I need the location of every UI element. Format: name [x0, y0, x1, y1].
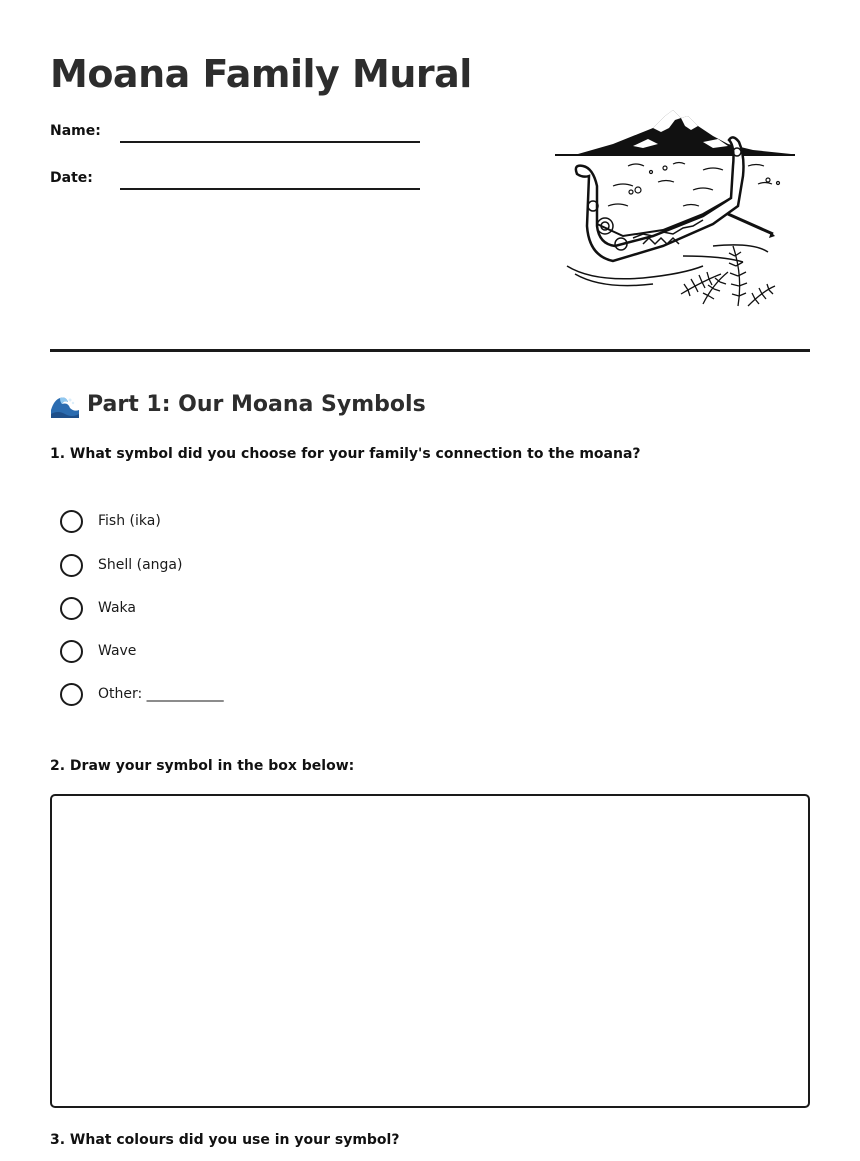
option-waka[interactable] — [60, 595, 360, 621]
name-label: Name: — [50, 123, 101, 139]
wave-icon — [50, 390, 80, 418]
question-3: 3. What colours did you use in your symbol? — [50, 1132, 400, 1148]
option-label: Waka — [98, 600, 136, 616]
radio-circle[interactable] — [60, 597, 83, 620]
option-other[interactable] — [60, 681, 360, 707]
worksheet-title: Moana Family Mural — [50, 52, 472, 96]
radio-circle[interactable] — [60, 640, 83, 663]
option-label: Shell (anga) — [98, 557, 183, 573]
date-field — [50, 170, 420, 194]
header-divider — [50, 349, 810, 352]
option-wave[interactable] — [60, 638, 360, 664]
option-label: Other: ___________ — [98, 686, 224, 702]
option-shell[interactable] — [60, 552, 360, 578]
question-1: 1. What symbol did you choose for your family's connection to the moana? — [50, 446, 641, 462]
option-fish[interactable] — [60, 508, 360, 534]
radio-circle[interactable] — [60, 683, 83, 706]
section-heading — [50, 388, 426, 420]
date-label: Date: — [50, 170, 93, 186]
name-line[interactable] — [120, 141, 420, 143]
radio-circle[interactable] — [60, 554, 83, 577]
drawing-box[interactable] — [50, 794, 810, 1108]
date-line[interactable] — [120, 188, 420, 190]
name-field — [50, 123, 420, 147]
option-label: Fish (ika) — [98, 513, 161, 529]
question-2: 2. Draw your symbol in the box below: — [50, 758, 355, 774]
radio-circle[interactable] — [60, 510, 83, 533]
option-label: Wave — [98, 643, 137, 659]
waka-mountain-illustration — [553, 106, 798, 311]
section-title: Part 1: Our Moana Symbols — [87, 391, 426, 417]
